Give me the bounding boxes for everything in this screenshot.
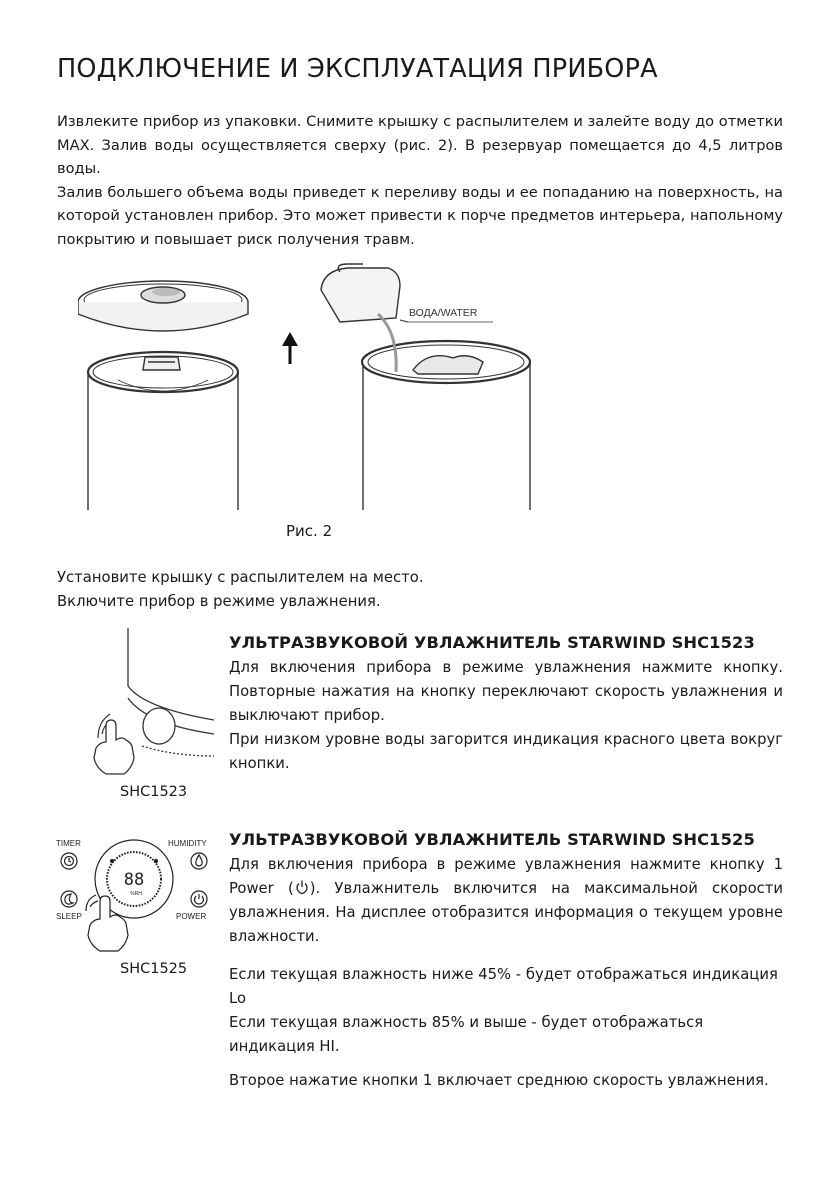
shc1525-p1-start: Для включения прибора в режиме увлажнения нажмите кнопку 1 Power (: [229, 856, 783, 897]
intro-text: [57, 110, 783, 251]
shc1525-more: [229, 963, 783, 1093]
shc1523-illustration: [84, 628, 214, 780]
lo-indication-line: Если текущая влажность ниже 45% - будет отображаться индикация Lo: [229, 966, 778, 1007]
sleep-icon: [61, 891, 77, 907]
page-title: ПОДКЛЮЧЕНИЕ И ЭКСПЛУАТАЦИЯ ПРИБОРА: [57, 54, 658, 84]
after-figure-text: [57, 566, 783, 614]
figure-caption: Рис. 2: [286, 522, 333, 540]
timer-icon: [61, 853, 77, 869]
shc1525-heading: УЛЬТРАЗВУКОВОЙ УВЛАЖНИТЕЛЬ STARWIND SHC1525: [229, 830, 755, 849]
humidity-icon: [191, 853, 207, 869]
power-icon: [191, 891, 207, 907]
shc1525-section: [229, 830, 783, 949]
intro-paragraph-1: Извлеките прибор из упаковки. Снимите крышку с распылителем и залейте воду до отметки MAX. Залив воды осуществляется сверху (рис. 2). В резервуар помещается до 4,5 литров воды.: [57, 113, 783, 177]
display-unit: %RH: [130, 891, 142, 897]
water-label: ВОДА/WATER: [409, 307, 478, 319]
shc1523-paragraph-1: Для включения прибора в режиме увлажнения нажмите кнопку. Повторные нажатия на кнопку переключают скорость увлажнения и выключают прибор.: [229, 659, 783, 724]
shc1523-label: SHC1523: [120, 784, 188, 800]
arrow-up-icon: [282, 332, 298, 364]
second-press-line: Второе нажатие кнопки 1 включает среднюю скорость увлажнения.: [229, 1072, 769, 1089]
lid-drawing: [78, 281, 248, 331]
power-label: POWER: [176, 912, 207, 921]
sleep-label: SLEEP: [56, 912, 82, 921]
hi-indication-line: Если текущая влажность 85% и выше - будет отображаться индикация HI.: [229, 1014, 704, 1055]
shc1523-section: [229, 633, 783, 776]
shc1525-control-panel: [50, 833, 216, 953]
figure-2-illustration: [78, 262, 558, 510]
inline-power-icon: [294, 879, 310, 895]
after-line-1: Установите крышку с распылителем на место.: [57, 569, 424, 586]
timer-label: TIMER: [56, 839, 81, 848]
shc1525-paragraph-1: [229, 853, 783, 949]
shc1523-paragraph-2: При низком уровне воды загорится индикация красного цвета вокруг кнопки.: [229, 731, 783, 772]
shc1523-heading: УЛЬТРАЗВУКОВОЙ УВЛАЖНИТЕЛЬ STARWIND SHC1523: [229, 633, 755, 652]
open-tank-drawing: [88, 352, 238, 510]
after-line-2: Включите прибор в режиме увлажнения.: [57, 593, 381, 610]
intro-paragraph-2: Залив большего объема воды приведет к переливу воды и ее попаданию на поверхность, на которой установлен прибор. Это может привести к порче предметов интерьера, напольному покрытию и повышает риск получения травм.: [57, 183, 783, 248]
shc1525-p1-end: ). Увлажнитель включится на максимальной скорости увлажнения. На дисплее отобразится информация о текущем уровне влажности.: [229, 880, 783, 945]
humidity-label: HUMIDITY: [168, 839, 207, 848]
shc1525-label: SHC1525: [120, 961, 188, 977]
pouring-tank-drawing: [321, 264, 530, 510]
display-digits: 88: [123, 870, 145, 890]
